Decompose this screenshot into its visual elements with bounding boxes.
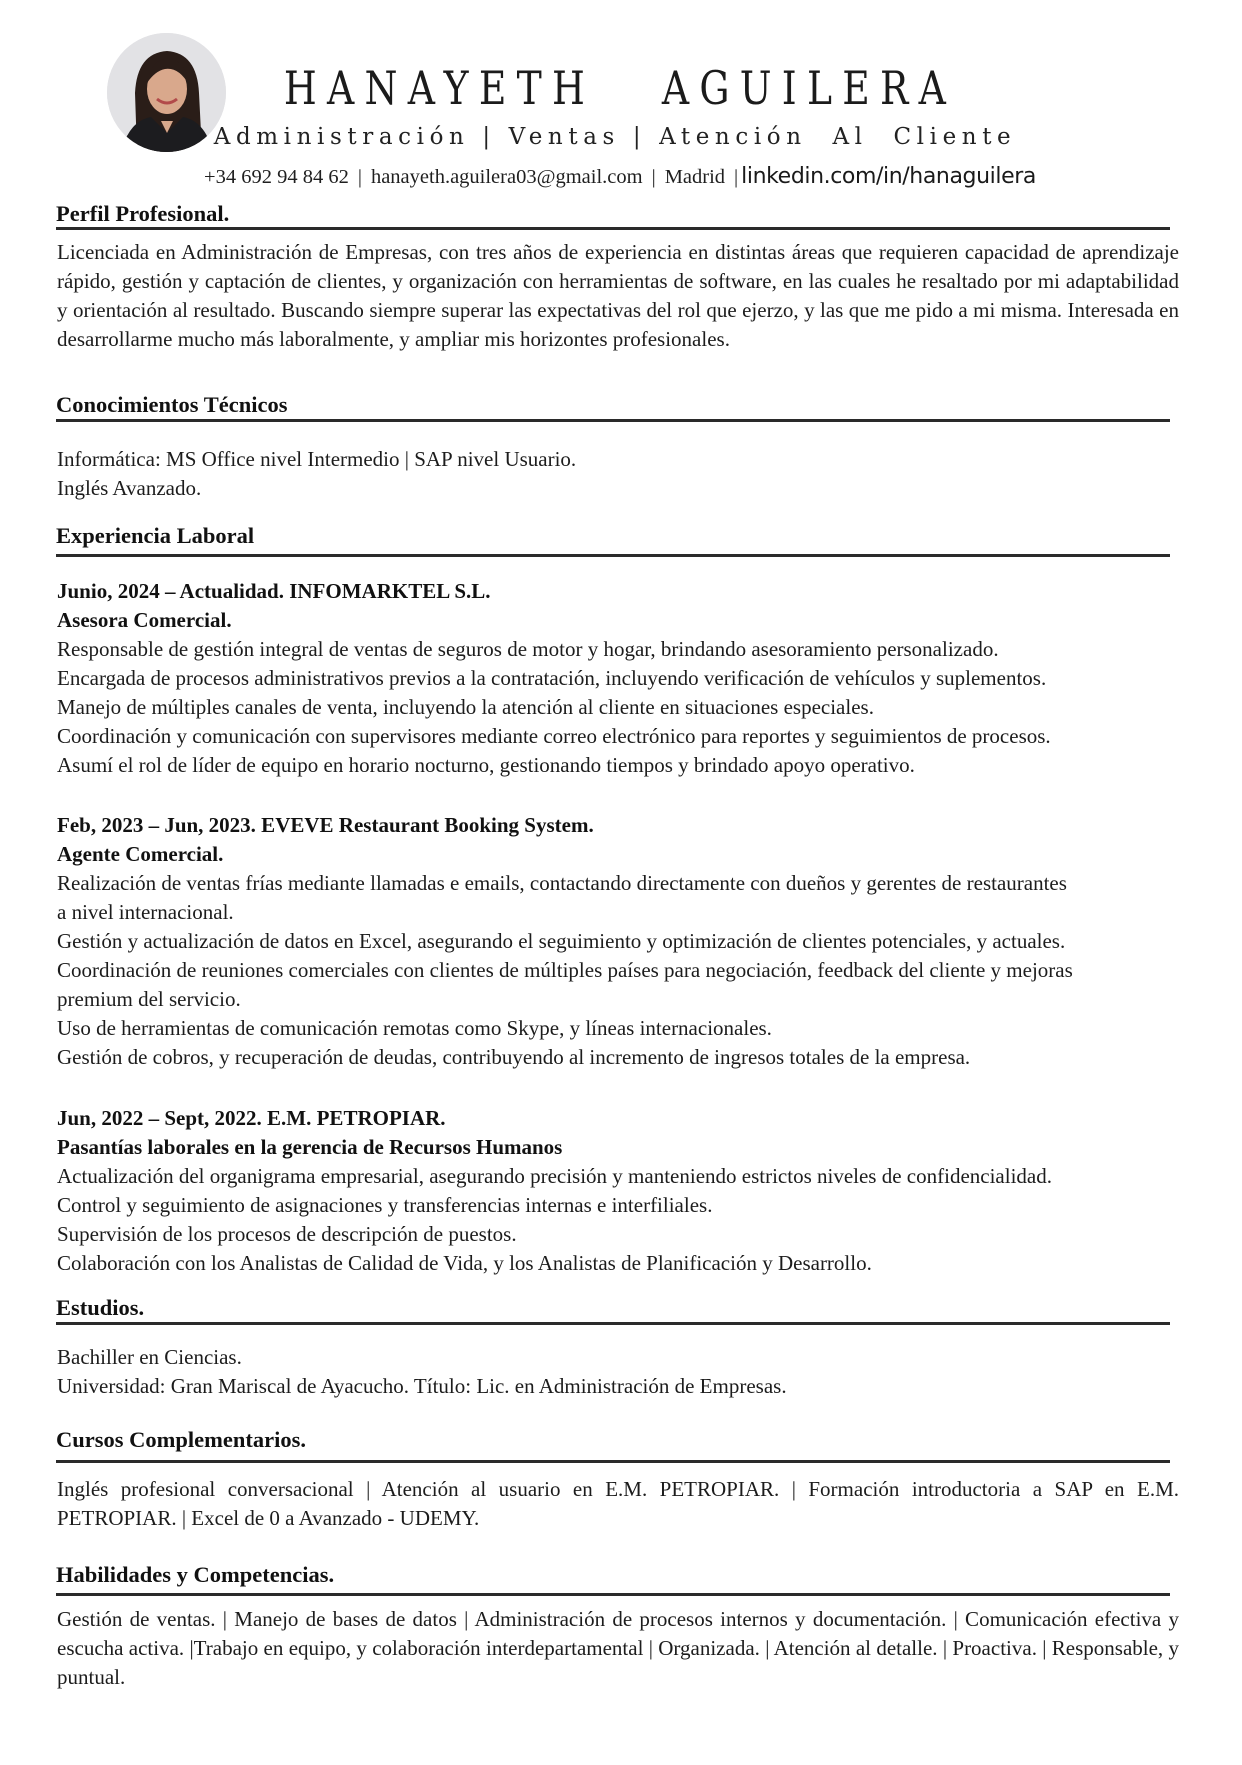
job-duty: Manejo de múltiples canales de venta, incluyendo la atención al cliente en situaciones especiales.	[57, 695, 874, 719]
section-divider	[56, 1460, 1170, 1463]
job-duty: Encargada de procesos administrativos previos a la contratación, incluyendo verificación de vehículos y suplementos.	[57, 666, 1047, 690]
job-duty: Coordinación y comunicación con supervisores mediante correo electrónico para reportes y seguimientos de procesos.	[57, 724, 1051, 748]
education-list	[57, 1343, 1179, 1401]
technical-skill-item: Inglés Avanzado.	[57, 476, 202, 500]
job-duty: Control y seguimiento de asignaciones y transferencias internas e interfiliales.	[57, 1193, 713, 1217]
contact-separator: |	[651, 166, 656, 188]
contact-email[interactable]: hanayeth.aguilera03@gmail.com	[370, 166, 643, 188]
candidate-subtitle: Administración | Ventas | Atención Al Cliente	[213, 124, 1017, 150]
section-heading-education: Estudios.	[56, 1295, 145, 1320]
job-duty: Realización de ventas frías mediante llamadas e emails, contactando directamente con dueños y gerentes de restaurantes	[57, 871, 1067, 895]
experience-entry	[57, 577, 1179, 780]
section-divider	[56, 227, 1170, 230]
experience-entry	[57, 1104, 1179, 1278]
contact-linkedin-link[interactable]: linkedin.com/in/hanaguilera	[741, 164, 1036, 189]
job-duty: a nivel internacional.	[57, 900, 234, 924]
section-divider	[56, 1593, 1170, 1596]
section-heading-profile: Perfil Profesional.	[56, 201, 230, 226]
job-period-company: Jun, 2022 – Sept, 2022. E.M. PETROPIAR.	[57, 1106, 446, 1130]
section-heading-experience: Experiencia Laboral	[56, 523, 255, 548]
job-duty: Gestión y actualización de datos en Excel, asegurando el seguimiento y optimización de clientes potenciales, y actuales.	[57, 929, 1066, 953]
job-duty: Uso de herramientas de comunicación remotas como Skype, y líneas internacionales.	[57, 1016, 772, 1040]
contact-separator: |	[357, 166, 362, 188]
candidate-name: HANAYETH AGUILERA	[283, 61, 957, 115]
job-duty: premium del servicio.	[57, 987, 241, 1011]
job-period-company: Feb, 2023 – Jun, 2023. EVEVE Restaurant Booking System.	[57, 813, 594, 837]
job-role: Agente Comercial.	[57, 842, 224, 866]
profile-summary: Licenciada en Administración de Empresas, con tres años de experiencia en distintas áreas que requieren capacidad de aprendizaje rápido, gestión y captación de clientes, y organización con herramientas de software, en las cuales he resaltado por mi adaptabilidad y orientación al resultado. Buscando siempre superar las expectativas del rol que ejerzo, y las que me pido a mi misma. Interesada en desarrollarme mucho más laboralmente, y ampliar mis horizontes profesionales.	[57, 240, 1179, 351]
courses-list: Inglés profesional conversacional | Atención al usuario en E.M. PETROPIAR. | Formación introductoria a SAP en E.M. PETROPIAR. | Excel de 0 a Avanzado - UDEMY.	[57, 1477, 1179, 1530]
job-role: Pasantías laborales en la gerencia de Recursos Humanos	[57, 1135, 563, 1159]
job-duty: Asumí el rol de líder de equipo en horario nocturno, gestionando tiempos y brindado apoyo operativo.	[57, 753, 915, 777]
job-period-company: Junio, 2024 – Actualidad. INFOMARKTEL S.L.	[57, 579, 491, 603]
section-divider	[56, 419, 1170, 422]
section-heading-courses: Cursos Complementarios.	[56, 1427, 306, 1452]
section-heading-skills: Habilidades y Competencias.	[56, 1562, 335, 1587]
technical-skill-item: Informática: MS Office nivel Intermedio | SAP nivel Usuario.	[57, 447, 577, 471]
technical-skills-list	[57, 445, 1179, 503]
job-duty: Gestión de cobros, y recuperación de deudas, contribuyendo al incremento de ingresos totales de la empresa.	[57, 1045, 971, 1069]
contact-city: Madrid	[664, 166, 726, 188]
job-duty: Supervisión de los procesos de descripción de puestos.	[57, 1222, 517, 1246]
contact-separator: |	[734, 166, 739, 188]
job-duty: Colaboración con los Analistas de Calidad de Vida, y los Analistas de Planificación y Desarrollo.	[57, 1251, 872, 1275]
section-divider	[56, 1322, 1170, 1325]
section-divider	[56, 554, 1170, 557]
job-role: Asesora Comercial.	[57, 608, 232, 632]
contact-phone: +34 692 94 84 62	[204, 166, 349, 188]
job-duty: Actualización del organigrama empresarial, asegurando precisión y manteniendo estrictos niveles de confidencialidad.	[57, 1164, 1052, 1188]
contact-line	[100, 163, 1140, 191]
experience-entry	[57, 811, 1179, 1072]
job-duty: Coordinación de reuniones comerciales con clientes de múltiples países para negociación, feedback del cliente y mejoras	[57, 958, 1073, 982]
job-duty: Responsable de gestión integral de ventas de seguros de motor y hogar, brindando asesoramiento personalizado.	[57, 637, 999, 661]
section-heading-technical: Conocimientos Técnicos	[56, 392, 288, 417]
skills-list: Gestión de ventas. | Manejo de bases de datos | Administración de procesos internos y documentación. | Comunicación efectiva y escucha activa. |Trabajo en equipo, y colaboración interdepartamental | Organizada. | Atención al detalle. | Proactiva. | Responsable, y puntual.	[57, 1607, 1179, 1689]
education-item: Bachiller en Ciencias.	[57, 1345, 242, 1369]
education-item: Universidad: Gran Mariscal de Ayacucho. Título: Lic. en Administración de Empresas.	[57, 1374, 787, 1398]
